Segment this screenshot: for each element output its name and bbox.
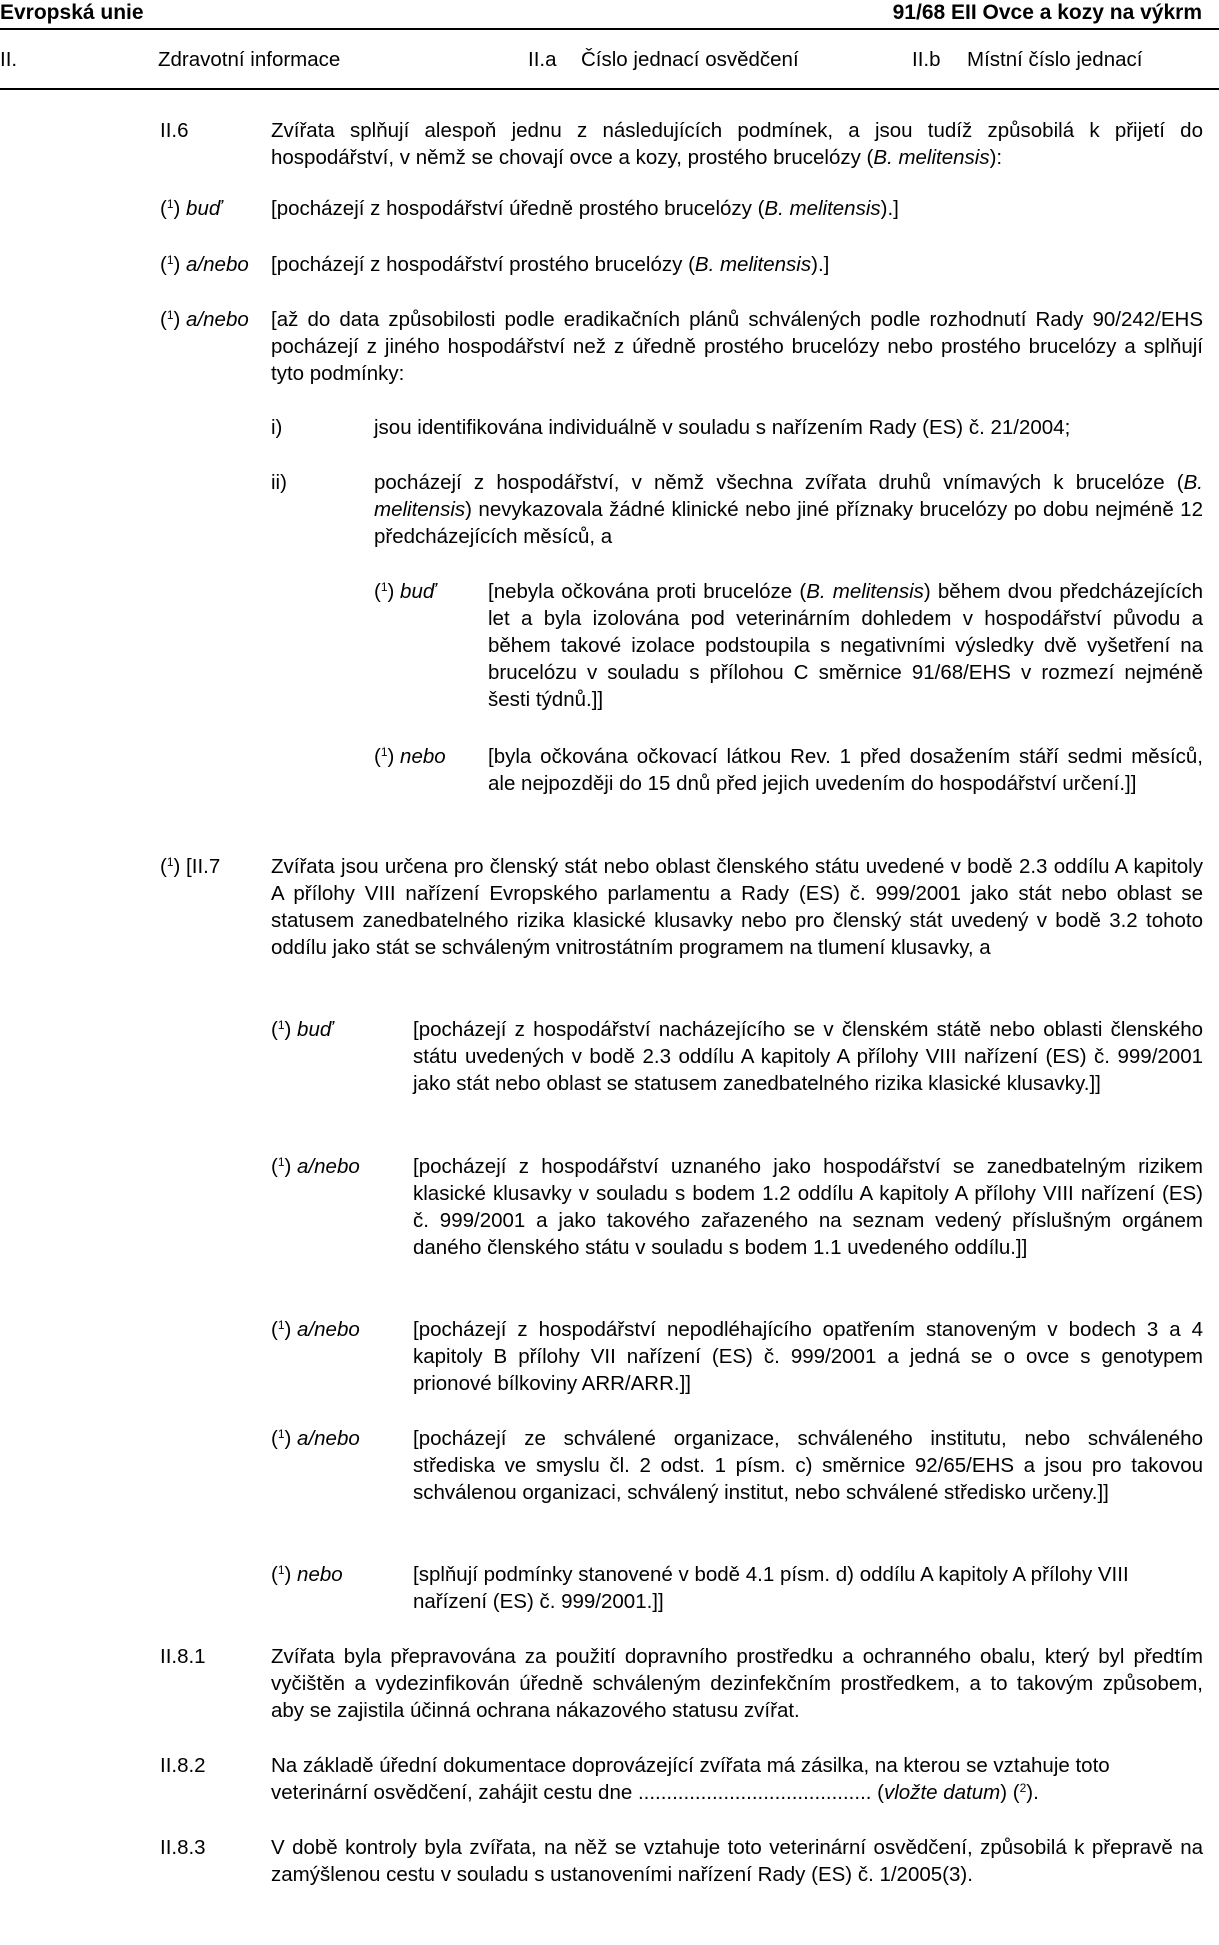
section-number: II.6: [160, 119, 189, 142]
tab-mistni-cislo-label: Místní číslo jednací: [967, 48, 1143, 71]
section-number: II.8.3: [160, 1836, 206, 1859]
option-label: ($^1$) a/nebo: [271, 1427, 360, 1450]
header-left-title: Evropská unie: [0, 1, 144, 24]
section-number: ($^1$) [II.7: [160, 855, 221, 878]
option-text: [splňují podmínky stanovené v bodě 4.1 písm. d) oddílu A kapitoly A přílohy VIII nařízení (ES) č. 999/2001.]]: [413, 1563, 1129, 1613]
option-label: ($^1$) nebo: [271, 1563, 343, 1586]
header-divider: [0, 28, 1219, 30]
sub-item-label: ii): [271, 471, 287, 494]
section-text: Zvířata byla přepravována za použití dopravního prostředku a ochranného obalu, který byl předtím vyčištěn a vydezinfikován úředně schváleným dezinfekčním prostředkem, a to takovým způsobem, aby se zajistila účinná ochrana nákazového statusu zvířat.: [271, 1645, 1203, 1722]
option-text: [pocházejí ze schválené organizace, schváleného institutu, nebo schváleného střediska ve smyslu čl. 2 odst. 1 písm. c) směrnice 92/65/EHS a jsou pro takovou schválenou organizaci, schválený institut, nebo schválené středisko určeny.]]: [413, 1427, 1203, 1504]
tab-zdravotni-informace: [0, 46, 17, 73]
tab-mistni-cislo: II.b: [912, 48, 941, 71]
option-label: ($^1$) buď: [160, 197, 222, 220]
tab-cislo-jednaci-label: Číslo jednací osvědčení: [581, 48, 799, 71]
sub-item-label: i): [271, 416, 283, 439]
section-number: II.8.2: [160, 1754, 206, 1777]
option-text: [pocházejí z hospodářství nacházejícího se v členském státě nebo oblasti členského státu uvedených v bodě 2.3 oddílu A kapitoly A přílohy VIII nařízení (ES) č. 999/2001 jako stát nebo oblast se statusem zanedbatelného rizika klasické klusavky.]]: [413, 1018, 1203, 1095]
option-text: [pocházejí z hospodářství prostého brucelózy (B. melitensis).]: [271, 253, 830, 276]
section-number: II.8.1: [160, 1645, 206, 1668]
sub-item-text: jsou identifikována individuálně v souladu s nařízením Rady (ES) č. 21/2004;: [374, 416, 1071, 439]
section-text: Zvířata splňují alespoň jednu z následujících podmínek, a jsou tudíž způsobilá k přijetí do hospodářství, v němž se chovají ovce a kozy, prostého brucelózy (B. melitensis):: [271, 119, 1203, 169]
option-text: [pocházejí z hospodářství nepodléhajícího opatřením stanoveným v bodech 3 a 4 kapitoly B přílohy VII nařízení (ES) č. 999/2001 a jedná se o ovce s genotypem prionové bílkoviny ARR/ARR.]]: [413, 1318, 1203, 1395]
option-text: [pocházejí z hospodářství uznaného jako hospodářství se zanedbatelným rizikem klasické klusavky v souladu s bodem 1.2 oddílu A kapitoly A přílohy VIII nařízení (ES) č. 999/2001 a jako takového zařazeného na seznam vedený příslušným orgánem daného členského státu v souladu s bodem 1.1 uvedeného oddílu.]]: [413, 1155, 1203, 1259]
tab-cislo-jednaci: II.a: [528, 48, 557, 71]
option-label: ($^1$) buď: [374, 580, 436, 603]
tabs-divider: [0, 88, 1219, 90]
option-text: [byla očkována očkovací látkou Rev. 1 před dosažením stáří sedmi měsíců, ale nejpozději do 15 dnů před jejich uvedením do hospodářství určení.]]: [488, 745, 1203, 795]
option-label: ($^1$) a/nebo: [271, 1318, 360, 1341]
option-label: ($^1$) nebo: [374, 745, 446, 768]
header-right-title: 91/68 EII Ovce a kozy na výkrm: [892, 1, 1202, 24]
option-text: [až do data způsobilosti podle eradikačních plánů schválených podle rozhodnutí Rady 90/242/EHS pocházejí z jiného hospodářství než z úředně prostého brucelózy nebo prostého brucelózy a splňují tyto podmínky:: [271, 308, 1203, 385]
option-text: [nebyla očkována proti brucelóze (B. melitensis) během dvou předcházejících let a byla izolována pod veterinárním dohledem v hospodářství původu a během takové izolace podstoupila s negativními výsledky dvě vyšetření na brucelózu v souladu s přílohou C směrnice 91/68/EHS v rozmezí nejméně šesti týdnů.]]: [488, 580, 1203, 711]
tab-zdravotni-informace-label: Zdravotní informace: [158, 48, 341, 71]
option-label: ($^1$) buď: [271, 1018, 333, 1041]
option-label: ($^1$) a/nebo: [160, 308, 249, 331]
section-text: Zvířata jsou určena pro členský stát nebo oblast členského státu uvedené v bodě 2.3 oddílu A kapitoly A přílohy VIII nařízení Evropského parlamentu a Rady (ES) č. 999/2001 jako stát nebo oblast se statusem zanedbatelného rizika klasické klusavky nebo pro členský stát uvedený v bodě 3.2 tohoto oddílu jako stát se schváleným vnitrostátním programem na tlumení klusavky, a: [271, 855, 1203, 959]
option-label: ($^1$) a/nebo: [160, 253, 249, 276]
section-text: Na základě úřední dokumentace doprovázející zvířata má zásilka, na kterou se vztahuje toto veterinární osvědčení, zahájit cestu dne ......................................... (vložte datum) ($^2$).: [271, 1754, 1110, 1804]
option-label: ($^1$) a/nebo: [271, 1155, 360, 1178]
sub-item-text: pocházejí z hospodářství, v němž všechna zvířata druhů vnímavých k brucelóze (B. melitensis) nevykazovala žádné klinické nebo jiné příznaky brucelózy po dobu nejméně 12 předcházejících měsíců, a: [374, 471, 1203, 548]
section-text: V době kontroly byla zvířata, na něž se vztahuje toto veterinární osvědčení, způsobilá k přepravě na zamýšlenou cestu v souladu s ustanoveními nařízení Rady (ES) č. 1/2005(3).: [271, 1836, 1203, 1886]
tab-number: II.: [0, 48, 18, 71]
option-text: [pocházejí z hospodářství úředně prostého brucelózy (B. melitensis).]: [271, 197, 899, 220]
